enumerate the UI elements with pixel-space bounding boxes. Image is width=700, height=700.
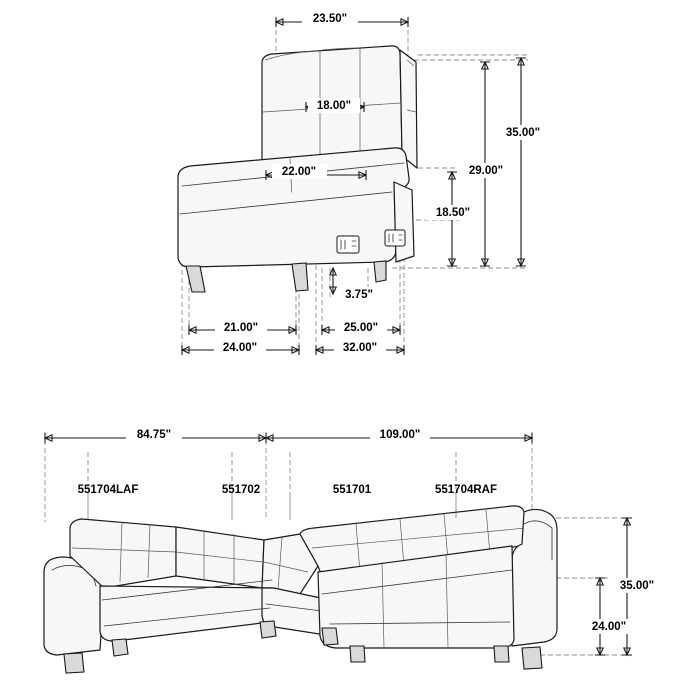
dim-seat-depth-upper: 22.00": [281, 166, 317, 178]
part-label-corner: 551701: [332, 484, 372, 496]
dim-depth-inner: 25.00": [343, 322, 379, 334]
sectional-sofa-illustration: [44, 506, 557, 673]
dim-sectional-overall-height: 35.00": [619, 580, 655, 592]
dim-seat-height: 18.50": [435, 207, 471, 219]
part-label-raf: 551704RAF: [434, 484, 498, 496]
dim-seat-back-width: 23.50": [312, 13, 348, 25]
dim-overall-depth: 32.00": [342, 342, 378, 354]
dim-left-section-width: 84.75": [136, 429, 172, 441]
dim-back-cushion-height: 18.00": [316, 100, 352, 112]
dim-back-height: 29.00": [468, 165, 504, 177]
dim-overall-width: 24.00": [222, 342, 258, 354]
dim-overall-height: 35.00": [505, 127, 541, 139]
top-view-group: [178, 11, 550, 355]
dim-sectional-seat-back-height: 24.00": [591, 621, 627, 633]
bottom-view-group: [44, 427, 666, 673]
dim-leg-height: 3.75": [345, 289, 373, 301]
part-label-armless: 551702: [221, 484, 261, 496]
part-label-leaders: [88, 497, 456, 520]
dim-right-section-width: 109.00": [379, 429, 421, 441]
part-label-laf: 551704LAF: [77, 484, 139, 496]
dim-seat-width-inner: 21.00": [223, 322, 259, 334]
